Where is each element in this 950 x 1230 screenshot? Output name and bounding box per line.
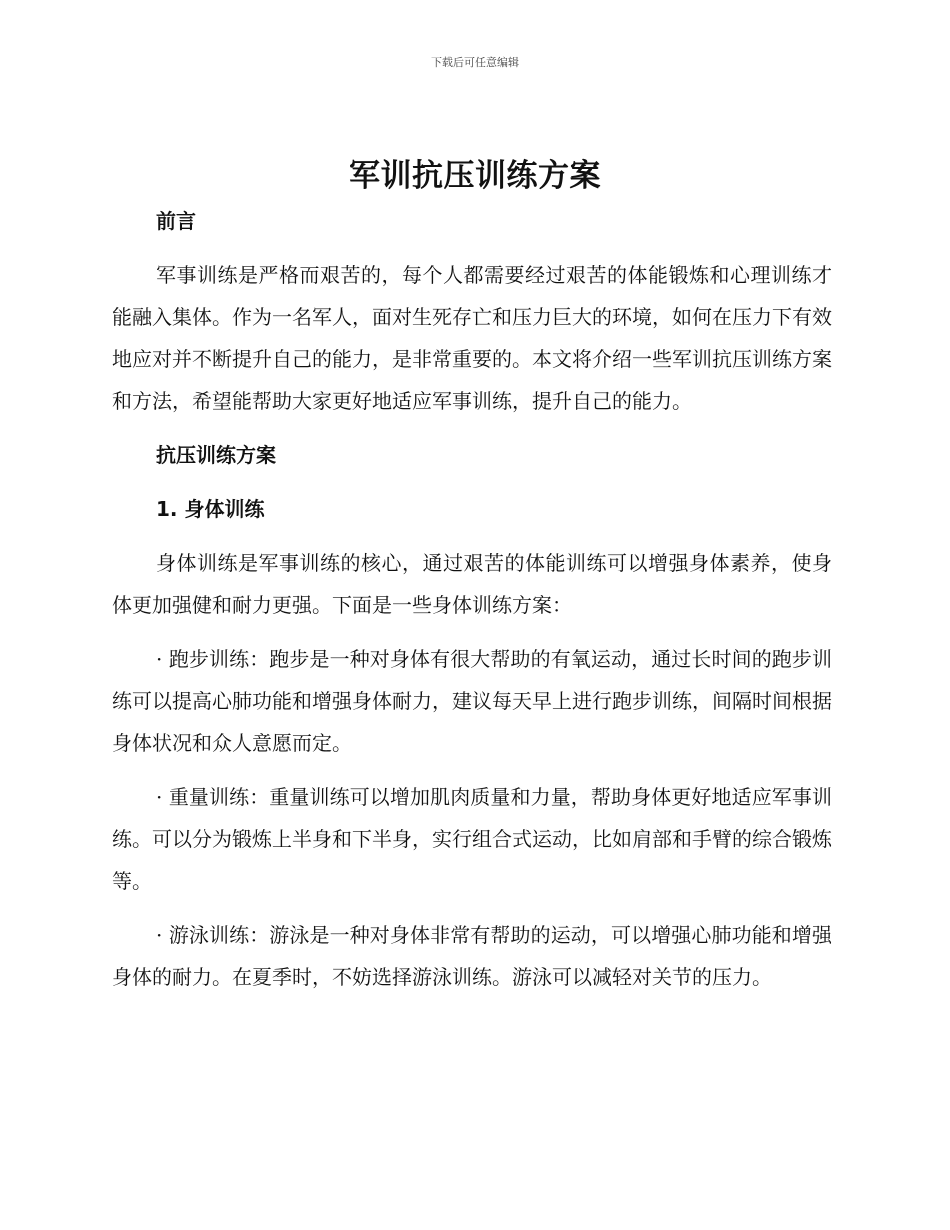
weight-training-item: · 重量训练：重量训练可以增加肌肉质量和力量，帮助身体更好地适应军事训练。可以分为锻炼上半身和下半身，实行组合式运动，比如肩部和手臂的综合锻炼等。	[112, 785, 832, 893]
running-training-item: · 跑步训练：跑步是一种对身体有很大帮助的有氧运动，通过长时间的跑步训练可以提高心肺功能和增强身体耐力，建议每天早上进行跑步训练，间隔时间根据身体状况和众人意愿而定。	[112, 647, 832, 755]
swimming-training-item: · 游泳训练：游泳是一种对身体非常有帮助的运动，可以增强心肺功能和增强身体的耐力。在夏季时，不妨选择游泳训练。游泳可以减轻对关节的压力。	[112, 923, 832, 989]
physical-training-paragraph: 身体训练是军事训练的核心，通过艰苦的体能训练可以增强身体素养，使身体更加强健和耐力更强。下面是一些身体训练方案：	[112, 551, 832, 617]
document-body	[112, 200, 832, 998]
plan-heading: 抗压训练方案	[156, 443, 276, 467]
physical-training-heading: 1. 身体训练	[156, 497, 265, 521]
header-note: 下载后可任意编辑	[431, 56, 519, 69]
document-title: 军训抗压训练方案	[349, 158, 601, 194]
preface-paragraph: 军事训练是严格而艰苦的，每个人都需要经过艰苦的体能锻炼和心理训练才能融入集体。作为一名军人，面对生死存亡和压力巨大的环境，如何在压力下有效地应对并不断提升自己的能力，是非常重要的。本文将介绍一些军训抗压训练方案和方法，希望能帮助大家更好地适应军事训练，提升自己的能力。	[112, 263, 832, 413]
preface-heading: 前言	[156, 209, 196, 233]
